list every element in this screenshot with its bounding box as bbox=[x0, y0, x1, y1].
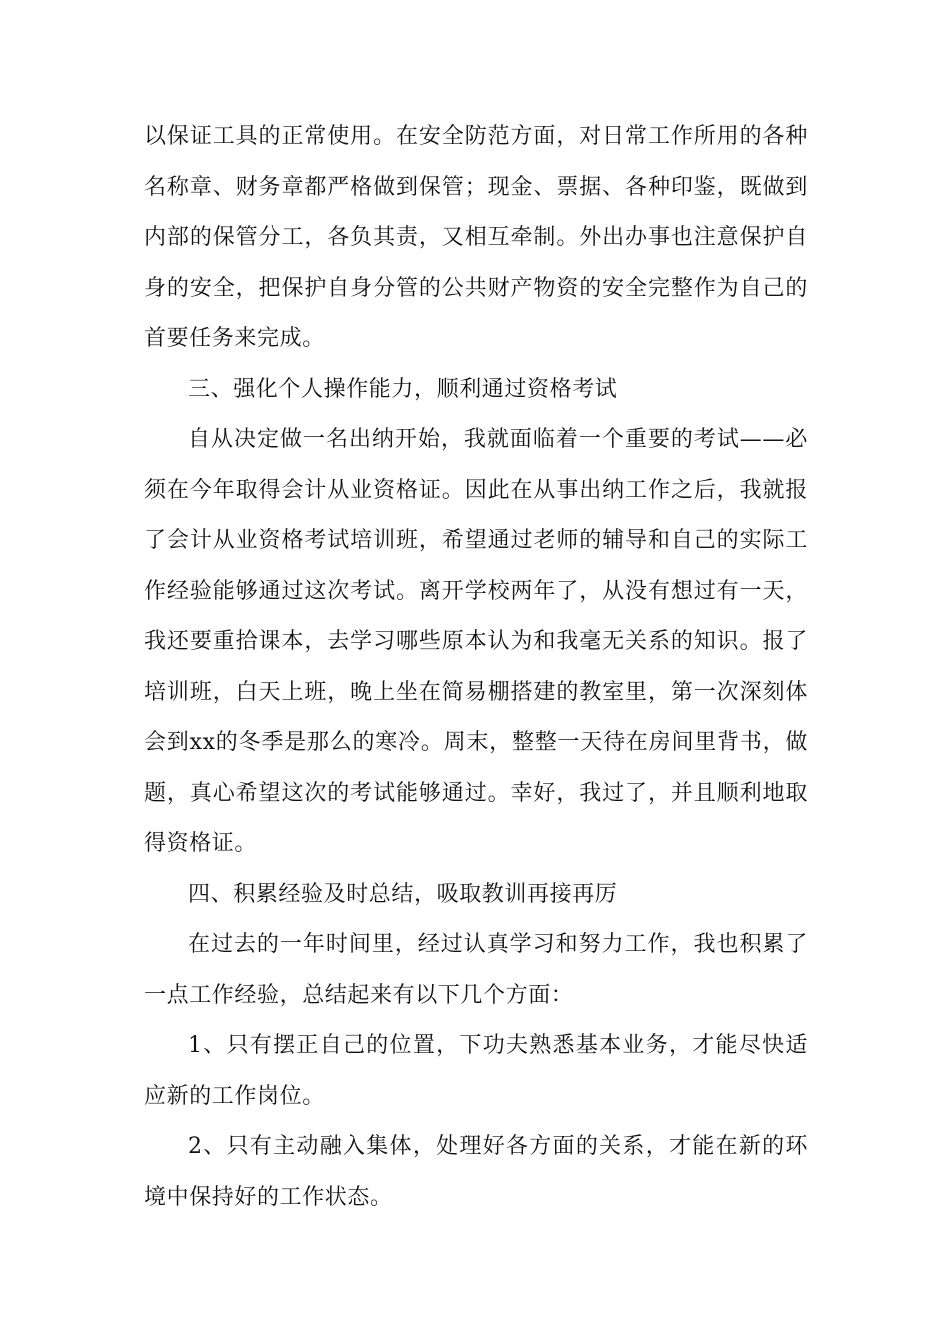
list-item-2: 2、只有主动融入集体，处理好各方面的关系，才能在新的环境中保持好的工作状态。 bbox=[144, 1134, 808, 1210]
paragraph-2: 自从决定做一名出纳开始，我就面临着一个重要的考试——必须在今年取得会计从业资格证。因此在从事出纳工作之后，我就报了会计从业资格考试培训班，希望通过老师的辅导和自己的实际工作经验能够通过这次考试。离开学校两年了，从没有想过有一天，我还要重拾课本，去学习哪些原本认为和我毫无关系的知识。报了培训班，白天上班，晚上坐在简易棚搭建的教室里，第一次深刻体会到xx的冬季是那么的寒冷。周末，整整一天待在房间里背书，做题，真心希望这次的考试能够通过。幸好，我过了，并且顺利地取得资格证。 bbox=[144, 427, 808, 856]
paragraph-1: 以保证工具的正常使用。在安全防范方面，对日常工作所用的各种名称章、财务章都严格做到保管；现金、票据、各种印鉴，既做到内部的保管分工，各负其责，又相互牵制。外出办事也注意保护自身的安全，把保护自身分管的公共财产物资的安全完整作为自己的首要任务来完成。 bbox=[144, 124, 808, 351]
document-body bbox=[144, 112, 808, 1223]
section-heading-3: 三、强化个人操作能力，顺利通过资格考试 bbox=[188, 376, 618, 402]
section-heading-4: 四、积累经验及时总结，吸取教训再接再厉 bbox=[188, 881, 618, 907]
paragraph-3: 在过去的一年时间里，经过认真学习和努力工作，我也积累了一点工作经验，总结起来有以下几个方面： bbox=[144, 932, 808, 1008]
list-item-1: 1、只有摆正自己的位置，下功夫熟悉基本业务，才能尽快适应新的工作岗位。 bbox=[144, 1033, 808, 1109]
